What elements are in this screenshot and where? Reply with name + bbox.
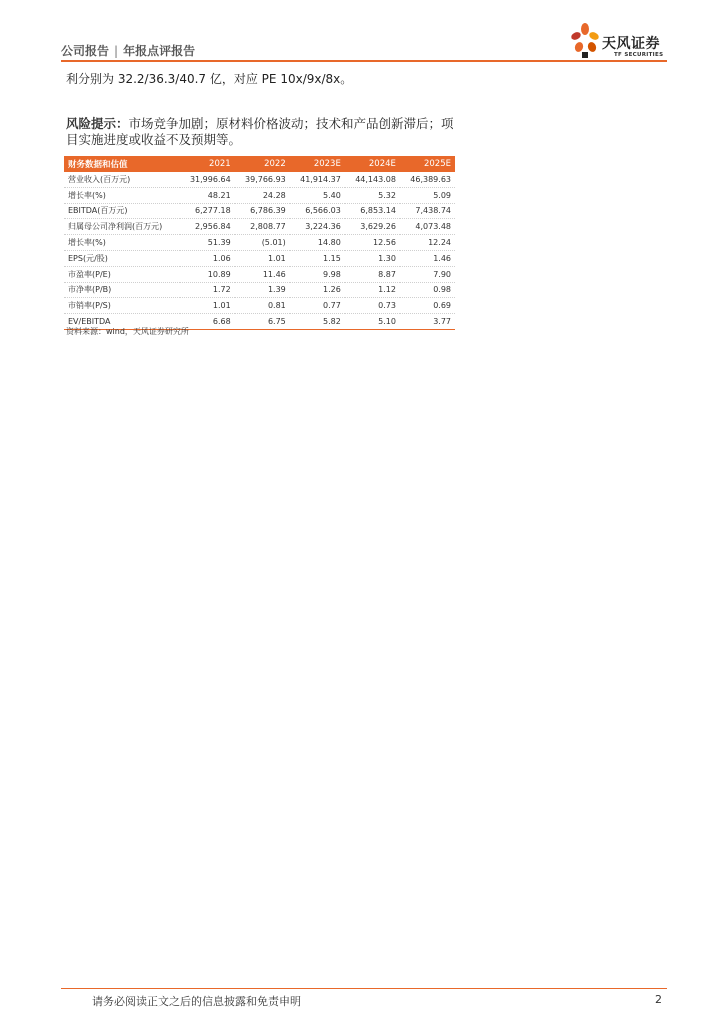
- footer-disclaimer: 请务必阅读正文之后的信息披露和免责申明: [92, 995, 301, 1008]
- table-cell: 1.39: [235, 282, 290, 298]
- header-divider: [61, 60, 667, 62]
- table-cell: 5.32: [345, 187, 400, 203]
- table-cell: 市盈率(P/E): [64, 266, 180, 282]
- table-cell: 7,438.74: [400, 203, 455, 219]
- table-row: [64, 282, 455, 298]
- table-cell: 市净率(P/B): [64, 282, 180, 298]
- table-cell: 1.12: [345, 282, 400, 298]
- table-cell: 1.01: [180, 298, 235, 314]
- table-cell: 3,224.36: [290, 219, 345, 235]
- logo-chinese-name: 天风证券: [602, 36, 660, 52]
- table-cell: 0.77: [290, 298, 345, 314]
- table-header-cell: 2022: [235, 156, 290, 172]
- table-cell: 46,389.63: [400, 172, 455, 187]
- table-cell: 0.81: [235, 298, 290, 314]
- table-cell: 1.01: [235, 250, 290, 266]
- table-cell: 1.26: [290, 282, 345, 298]
- intro-text: 利分别为 32.2/36.3/40.7 亿，对应 PE 10x/9x/8x。: [66, 72, 353, 86]
- table-cell: 归属母公司净利润(百万元): [64, 219, 180, 235]
- table-row: [64, 172, 455, 187]
- table-cell: 增长率(%): [64, 187, 180, 203]
- table-row: [64, 235, 455, 251]
- financial-data-table: [64, 156, 455, 330]
- table-row: [64, 187, 455, 203]
- table-cell: 9.98: [290, 266, 345, 282]
- table-row: [64, 298, 455, 314]
- table-cell: 3.77: [400, 314, 455, 330]
- company-logo: [568, 22, 672, 62]
- table-cell: 7.90: [400, 266, 455, 282]
- table-cell: 39,766.93: [235, 172, 290, 187]
- table-cell: (5.01): [235, 235, 290, 251]
- table-cell: 10.89: [180, 266, 235, 282]
- table-cell: 0.69: [400, 298, 455, 314]
- table-cell: 6.75: [235, 314, 290, 330]
- table-cell: 12.56: [345, 235, 400, 251]
- table-cell: 5.82: [290, 314, 345, 330]
- table-cell: 8.87: [345, 266, 400, 282]
- table-row: [64, 203, 455, 219]
- table-header-cell: 2023E: [290, 156, 345, 172]
- table-row: [64, 250, 455, 266]
- table-cell: 41,914.37: [290, 172, 345, 187]
- table-cell: 1.06: [180, 250, 235, 266]
- report-type: 公司报告: [61, 44, 110, 58]
- header-separator: |: [114, 44, 119, 58]
- table-cell: 2,956.84: [180, 219, 235, 235]
- table-cell: 2,808.77: [235, 219, 290, 235]
- table-header-cell: 2021: [180, 156, 235, 172]
- table-cell: 5.09: [400, 187, 455, 203]
- table-header-row: [64, 156, 455, 172]
- table-cell: 12.24: [400, 235, 455, 251]
- page-number: 2: [655, 993, 662, 1006]
- table-header-cell: 财务数据和估值: [64, 156, 180, 172]
- report-subtype: 年报点评报告: [123, 44, 196, 58]
- table-cell: 0.73: [345, 298, 400, 314]
- table-cell: 5.40: [290, 187, 345, 203]
- table-cell: 51.39: [180, 235, 235, 251]
- table-cell: 3,629.26: [345, 219, 400, 235]
- risk-label: 风险提示：: [66, 116, 129, 131]
- table-cell: 6,853.14: [345, 203, 400, 219]
- risk-text: 市场竞争加剧；原材料价格波动；技术和产品创新滞后；项目实施进度或收益不及预期等。: [66, 116, 454, 147]
- table-cell: EBITDA(百万元): [64, 203, 180, 219]
- table-cell: 6,786.39: [235, 203, 290, 219]
- table-header-cell: 2025E: [400, 156, 455, 172]
- table-cell: 6,277.18: [180, 203, 235, 219]
- logo-english-name: TF SECURITIES: [614, 52, 664, 58]
- table-cell: 营业收入(百万元): [64, 172, 180, 187]
- risk-warning: [66, 116, 466, 148]
- table-cell: 0.98: [400, 282, 455, 298]
- data-source-note: 资料来源：wind，天风证券研究所: [66, 327, 189, 336]
- table-cell: 6.68: [180, 314, 235, 330]
- table-cell: 6,566.03: [290, 203, 345, 219]
- table-cell: EV/EBITDA: [64, 314, 180, 330]
- table-cell: 14.80: [290, 235, 345, 251]
- report-header-title: [61, 42, 195, 59]
- table-cell: 市销率(P/S): [64, 298, 180, 314]
- table-cell: 24.28: [235, 187, 290, 203]
- footer-divider: [61, 988, 667, 989]
- table-cell: EPS(元/股): [64, 250, 180, 266]
- logo-flower-icon: [568, 22, 602, 60]
- table-cell: 5.10: [345, 314, 400, 330]
- table-cell: 44,143.08: [345, 172, 400, 187]
- table-cell: 1.15: [290, 250, 345, 266]
- table-header-cell: 2024E: [345, 156, 400, 172]
- table-cell: 增长率(%): [64, 235, 180, 251]
- table-cell: 1.72: [180, 282, 235, 298]
- table-cell: 11.46: [235, 266, 290, 282]
- table-cell: 1.30: [345, 250, 400, 266]
- table-cell: 48.21: [180, 187, 235, 203]
- table-row: [64, 266, 455, 282]
- table-cell: 4,073.48: [400, 219, 455, 235]
- table-row: [64, 219, 455, 235]
- table-cell: 31,996.64: [180, 172, 235, 187]
- table-cell: 1.46: [400, 250, 455, 266]
